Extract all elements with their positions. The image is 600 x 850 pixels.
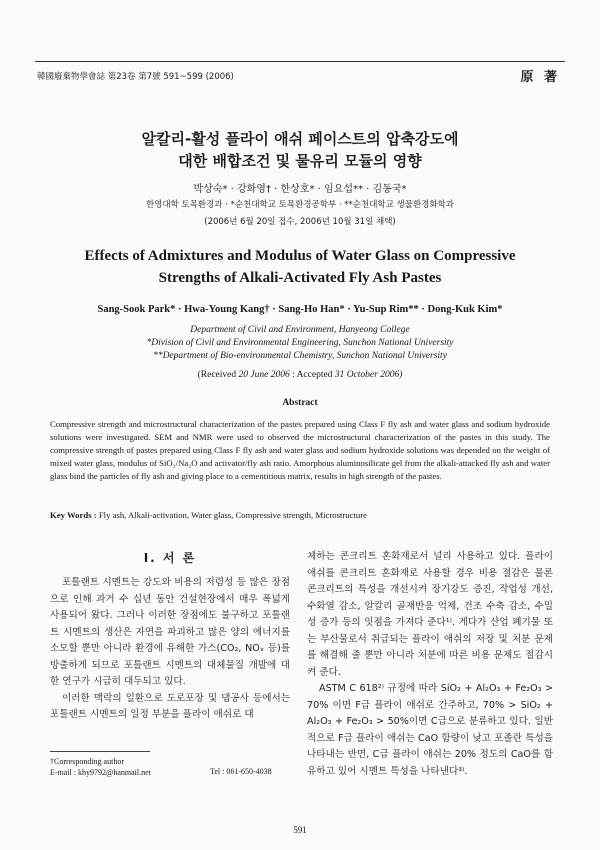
page-number: 591 xyxy=(293,825,307,835)
korean-authors: 박상숙* · 강화영† · 한상호* · 임요섭** · 김동국* xyxy=(193,184,407,195)
received-prefix: (Received xyxy=(197,370,237,380)
korean-affiliations: 한영대학 토목환경과 · *순천대학교 토목환경공학부 · **순천대학교 생물환경화학과 xyxy=(145,200,455,210)
affiliation-1: Department of Civil and Environment, Hanyeong College xyxy=(190,325,410,335)
korean-dates: (2006년 6월 20일 접수, 2006년 10월 31일 채택) xyxy=(204,217,396,227)
right-column xyxy=(307,549,553,780)
affiliation-3: **Department of Bio-environmental Chemistry, Sunchon National University xyxy=(153,351,447,361)
header-rule xyxy=(35,61,565,62)
english-authors: Sang-Sook Park* · Hwa-Young Kang† · Sang-Ho Han* · Yu-Sup Rim** · Dong-Kuk Kim* xyxy=(97,304,503,315)
abstract-text: Compressive strength and microstructural characterization of the pastes prepared using Class F fly ash and water glass and sodium hydroxide solutions were investigated. SEM and NMR were used to observed the microstructural characterization of the pastes in this study. The compressive strength of pastes prepared using Class F fly ash and water glass and sodium hydroxide solutions was depended on the weight of mixed water glass, modulus of SiO₂/Na₂O and activator/fly ash ratio. Amorphous aluminosilicate gel from the alkali-attacked fly ash and water glass bind the particles of fly ash and giving place to a cementitious matrix, results in high strength of the pastes. xyxy=(50,419,550,481)
keywords-text: Fly ash, Alkali-activation, Water glass, Compressive strength, Microstructure xyxy=(98,510,367,520)
keywords-label: Key Words : xyxy=(50,510,97,520)
journal-citation: 韓國廢棄物學會誌 第23卷 第7號 591~599 (2006) xyxy=(37,72,234,82)
author-tel: Tel : 061-650-4038 xyxy=(210,767,272,776)
received-date: 20 June 2006 xyxy=(238,370,290,380)
accepted-prefix: : Accepted xyxy=(292,370,333,380)
korean-title-line1: 알칼리-활성 플라이 애쉬 페이스트의 압축강도에 xyxy=(141,130,459,148)
english-title xyxy=(0,245,600,289)
intro-paragraph-1: 포틀랜트 시멘트는 강도와 비용의 저렴성 등 많은 장점으로 인해 과거 수 십년 동안 건설현장에서 매우 폭넓게 사용되어 왔다. 그러나 이러한 장점에도 불구하고 포틀랜트 시멘트의 생산은 자연을 파괴하고 많은 양의 에너지를 소모할 뿐만 아니라 환경에 유해한 가스(CO₂, NOₓ 등)를 방출하게 되므로 포틀랜트 시멘트의 대체물질 개발에 대한 연구가 시급히 대두되고 있다. xyxy=(50,577,290,687)
english-affiliations xyxy=(0,324,600,363)
english-title-line1: Effects of Admixtures and Modulus of Water Glass on Compressive xyxy=(84,248,516,264)
korean-title xyxy=(0,128,600,172)
footnote-rule xyxy=(50,751,150,752)
section-heading: I. 서 론 xyxy=(143,551,197,565)
english-title-line2: Strengths of Alkali-Activated Fly Ash Pastes xyxy=(158,270,442,286)
keywords xyxy=(50,510,560,520)
article-type: 原 著 xyxy=(520,70,560,85)
korean-title-line2: 대한 배합조건 및 물유리 모듈의 영향 xyxy=(178,152,422,170)
author-email: E-mail : khy9792@hanmail.net xyxy=(50,768,151,777)
abstract-heading: Abstract xyxy=(282,398,318,408)
affiliation-2: *Division of Civil and Environmental Engineering, Sunchon National University xyxy=(146,338,454,348)
intro-paragraph-3: 체하는 콘크리트 혼화재로서 널리 사용하고 있다. 플라이 애쉬를 콘크리트 혼화재로 사용할 경우 비용 절감은 물론 콘크리트의 특성을 개선시켜 장기강도 증진, 작업성 개선, 수화열 감소, 알칼리 골재반응 억제, 건조 수축 감소, 수밀성 증가 등의 잇점을 가져다 준다¹⁾. 게다가 산업 폐기물 또는 부산물로서 취급되는 플라이 애쉬의 저장 및 처분 문제를 해결해 줄 뿐만 아니라 처분에 따른 비용 문제도 절감시켜 준다. xyxy=(307,551,553,678)
accepted-date: 31 October 2006) xyxy=(334,370,403,380)
intro-paragraph-2: 이러한 맥락의 일환으로 도로포장 및 댐공사 등에서는 포틀랜트 시멘트의 일정 부분을 플라이 애쉬로 대 xyxy=(50,692,290,720)
intro-paragraph-4: ASTM C 618²⁾ 규정에 따라 SiO₂ + Al₂O₃ + Fe₂O₃ > 70% 이면 F급 플라이 애쉬로 간주하고, 70% > SiO₂ + Al₂O₃ + Fe₂O₃ > 50%이면 C급으로 분류하고 있다. 일반적으로 F급 플라이 애쉬는 CaO 함량이 낮고 포졸란 특성을 나타내는 반면, C급 플라이 애쉬는 20% 정도의 CaO를 함유하고 있어 시멘트 특성을 나타낸다³⁾. xyxy=(307,683,553,777)
left-column xyxy=(50,575,290,724)
corresponding-author: †Corresponding author xyxy=(50,757,124,766)
english-dates xyxy=(0,370,600,380)
